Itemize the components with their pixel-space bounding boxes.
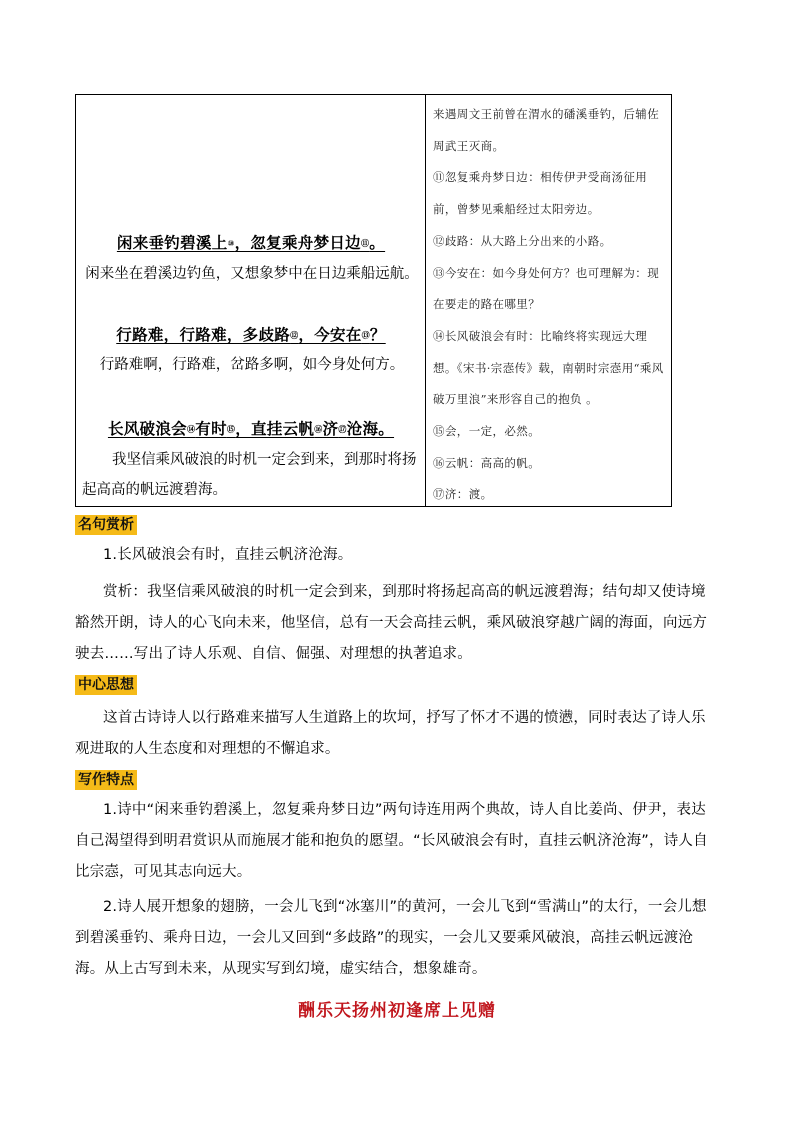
verse-translation: 闲来坐在碧溪边钓鱼，又想象梦中在日边乘船远航。: [85, 266, 419, 282]
note-item: ⑯云帆：高高的帆。: [433, 455, 541, 470]
verse-line: 闲来垂钓碧溪上⑩，忽复乘舟梦日边⑪。: [116, 234, 386, 252]
note-item: ⑫歧路：从大路上分出来的小路。: [433, 233, 612, 248]
section-tag-central-idea: 中心思想: [75, 675, 137, 695]
next-poem-title: 酬乐天扬州初逢席上见赠: [298, 1001, 496, 1021]
poem-column: [76, 95, 426, 506]
section-paragraph: 这首古诗诗人以行路难来描写人生道路上的坎坷，抒写了怀才不遇的愤懑，同时表达了诗人乐观进取的人生态度和对理想的不懈追求。: [75, 710, 706, 757]
section-tag-writing-features: 写作特点: [75, 770, 137, 790]
verse-line: 长风破浪会⑭有时⑮，直挂云帆⑯济⑰沧海。: [107, 420, 395, 438]
notes-column: [426, 95, 671, 506]
note-item: ⑭长风破浪会有时：比喻终将实现远大理想。《宋书·宗悫传》载，南朝时宗悫用“乘风破万里浪”来形容自己的抱负 。: [433, 328, 664, 407]
note-item: ⑰济：渡。: [433, 487, 493, 502]
section-paragraph: 1.诗中“闲来垂钓碧溪上，忽复乘舟梦日边”两句诗连用两个典故，诗人自比姜尚、伊尹，表达自己渴望得到明君赏识从而施展才能和抱负的愿望。“长风破浪会有时，直挂云帆济沧海”，诗人自比宗悫，可见其志向远大。: [75, 802, 708, 880]
verse-line: 行路难，行路难，多歧路⑫，今安在⑬？: [116, 326, 386, 344]
note-item: ⑬今安在：如今身处何方？也可理解为：现在要走的路在哪里？: [433, 265, 660, 312]
note-item: ⑮会，一定，必然。: [433, 424, 541, 439]
poem-table: [75, 94, 672, 507]
section-tag-famous-lines: 名句赏析: [75, 515, 137, 535]
note-item: 来遇周文王前曾在渭水的磻溪垂钓，后辅佐周武王灭商。: [433, 107, 660, 153]
notes-list: [433, 99, 669, 511]
verse-translation: 我坚信乘风破浪的时机一定会到来，到那时将扬起高高的帆远渡碧海。: [82, 452, 417, 498]
section-paragraph: 1.长风破浪会有时，直挂云帆济沧海。: [103, 547, 353, 563]
verse-translation: 行路难啊，行路难，岔路多啊，如今身处何方。: [99, 357, 405, 373]
section-paragraph: 2.诗人展开想象的翅膀，一会儿飞到“冰塞川”的黄河，一会儿飞到“雪满山”的太行，一会儿想到碧溪垂钓、乘舟日边，一会儿又回到“多歧路”的现实，一会儿又要乘风破浪，高挂云帆远渡沧海。从上古写到未来，从现实写到幻境，虚实结合，想象雄奇。: [75, 899, 707, 977]
section-paragraph: 赏析：我坚信乘风破浪的时机一定会到来，到那时将扬起高高的帆远渡碧海；结句却又使诗境豁然开朗，诗人的心飞向未来，他坚信，总有一天会高挂云帆，乘风破浪穿越广阔的海面，向远方驶去……写出了诗人乐观、自信、倔强、对理想的执著追求。: [75, 584, 708, 662]
note-item: ⑪忽复乘舟梦日边：相传伊尹受商汤征用前，曾梦见乘船经过太阳旁边。: [433, 170, 648, 217]
